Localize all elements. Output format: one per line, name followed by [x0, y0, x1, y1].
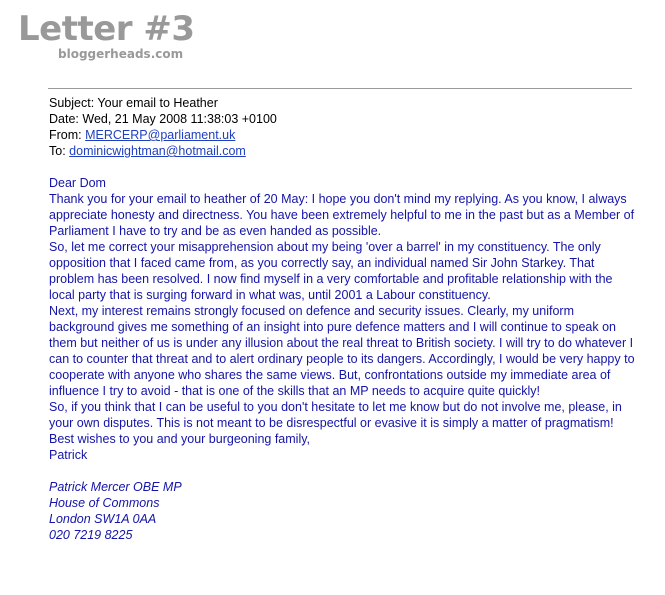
- subject-label: Subject:: [49, 96, 95, 110]
- signature-block: [49, 479, 639, 543]
- body-paragraph: So, if you think that I can be useful to you don't hesitate to let me know but do not involve me, please, in your own disputes. This is not meant to be disrespectful or evasive it is simply a matter of pragmatism!: [49, 400, 622, 430]
- to-label: To:: [49, 144, 66, 158]
- page-title: Letter #3: [18, 9, 195, 49]
- site-name: bloggerheads.com: [58, 47, 184, 61]
- email-headers: [49, 95, 639, 159]
- subject-value: Your email to Heather: [97, 96, 218, 110]
- date-value: Wed, 21 May 2008 11:38:03 +0100: [82, 112, 277, 126]
- date-label: Date:: [49, 112, 79, 126]
- body-paragraph: Thank you for your email to heather of 20 May: I hope you don't mind my replying. As you know, I always appreciate honesty and directness. You have been extremely helpful to me in the past but as a Member of Parliament I have to try and be as even handed as possible.: [49, 192, 635, 238]
- subject-row: [49, 95, 639, 111]
- from-email-link[interactable]: MERCERP@parliament.uk: [85, 128, 236, 142]
- date-row: [49, 111, 639, 127]
- signature-address-line: London SW1A 0AA: [49, 512, 157, 526]
- signature-address-line: House of Commons: [49, 496, 160, 510]
- to-row: [49, 143, 639, 159]
- from-row: [49, 127, 639, 143]
- body-paragraph: Next, my interest remains strongly focused on defence and security issues. Clearly, my uniform background gives me something of an insight into pure defence matters and I will continue to speak on them but neither of us is under any illusion about the real threat to British society. I will try to do whatever I can to counter that threat and to alert ordinary people to its dangers. Accordingly, I would be very happy to cooperate with anyone who shares the same views. But, confrontations outside my immediate area of influence I try to avoid - that is one of the skills that an MP needs to acquire quite quickly!: [49, 304, 635, 398]
- from-label: From:: [49, 128, 82, 142]
- greeting: Dear Dom: [49, 176, 106, 190]
- signoff: Patrick: [49, 448, 88, 462]
- closing: Best wishes to you and your burgeoning family,: [49, 432, 311, 446]
- signature-phone: 020 7219 8225: [49, 528, 133, 542]
- email-body: [49, 175, 639, 463]
- email-message: [49, 95, 639, 543]
- signature-name: Patrick Mercer OBE MP: [49, 480, 182, 494]
- header-divider: [48, 88, 632, 89]
- body-paragraph: So, let me correct your misapprehension about my being 'over a barrel' in my constituency. The only opposition that I faced came from, as you correctly say, an individual named Sir John Starkey. That problem has been resolved. I now find myself in a very comfortable and profitable relationship with the local party that is surging forward in what was, until 2001 a Labour constituency.: [49, 240, 613, 302]
- to-email-link[interactable]: dominicwightman@hotmail.com: [69, 144, 246, 158]
